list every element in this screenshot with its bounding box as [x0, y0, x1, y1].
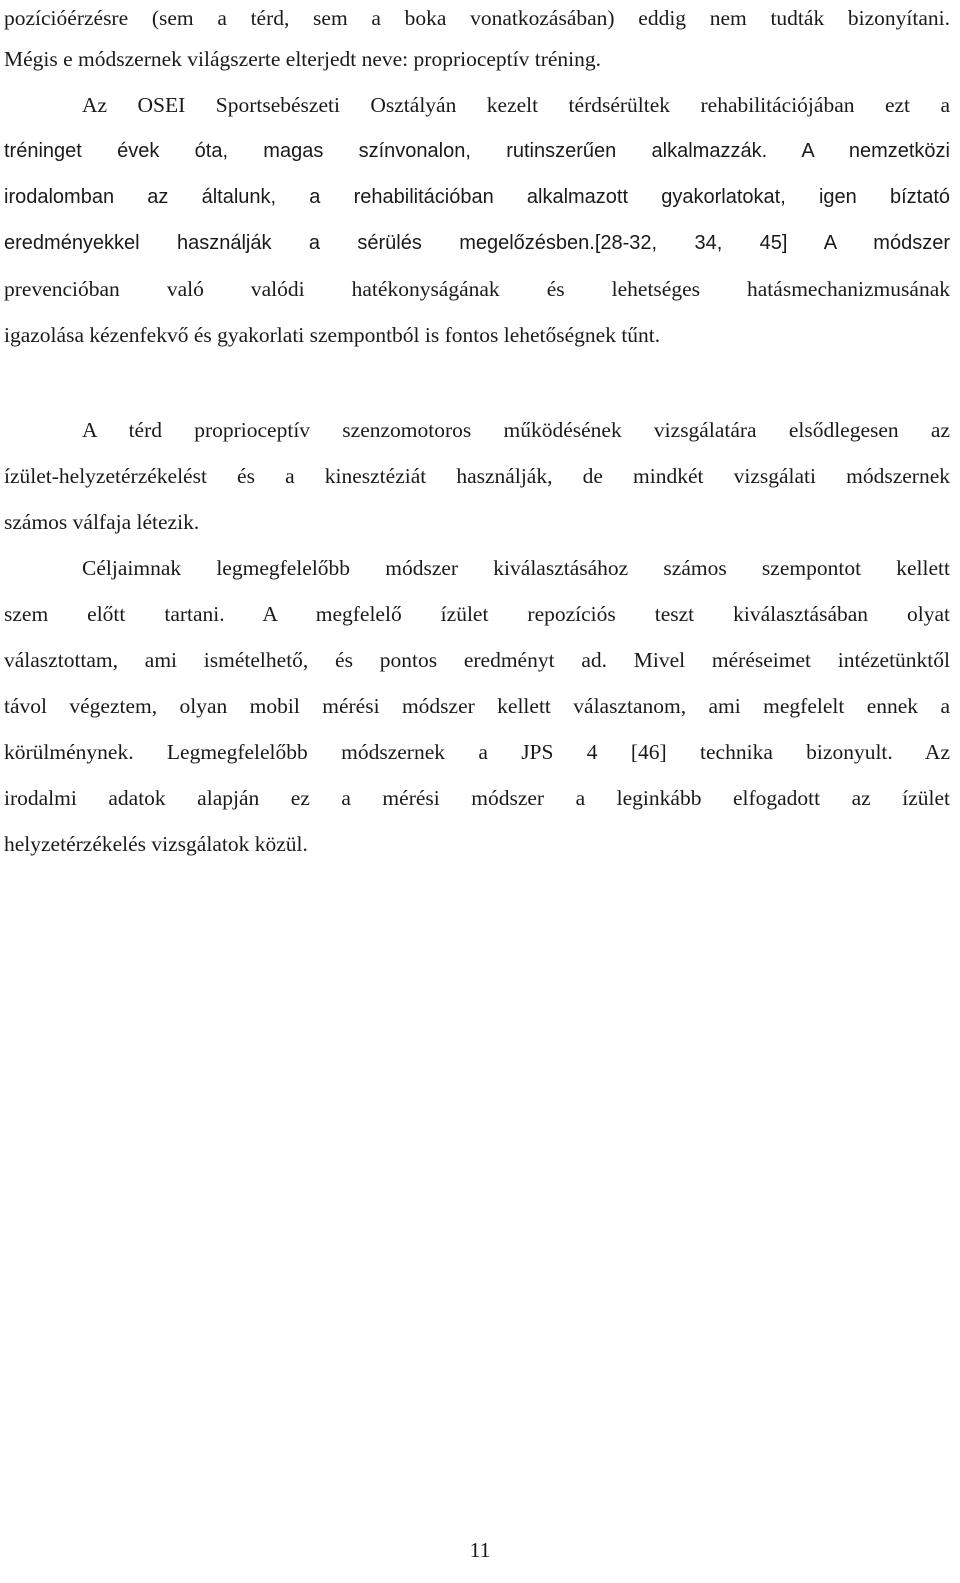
text-line: Az OSEI Sportsebészeti Osztályán kezelt térdsérültek rehabilitációjában ezt a [82, 93, 950, 117]
text-line: helyzetérzékelés vizsgálatok közül. [4, 832, 308, 856]
text-line: prevencióban való valódi hatékonyságának és lehetséges hatásmechanizmusának [4, 277, 950, 301]
text-line: A térd proprioceptív szenzomotoros működésének vizsgálatára elsődlegesen az [82, 418, 950, 442]
text-line: tréninget évek óta, magas színvonalon, rutinszerűen alkalmazzák. A nemzetközi [4, 140, 950, 162]
text-line: szem előtt tartani. A megfelelő ízület repozíciós teszt kiválasztásában olyat [4, 602, 950, 626]
text-line: igazolása kézenfekvő és gyakorlati szempontból is fontos lehetőségnek tűnt. [4, 323, 661, 347]
text-line: eredményekkel használják a sérülés megelőzésben.[28-32, 34, 45] A módszer [4, 232, 950, 254]
text-line: Mégis e módszernek világszerte elterjedt neve: proprioceptív tréning. [4, 47, 602, 71]
text-line: irodalmi adatok alapján ez a mérési módszer a leginkább elfogadott az ízület [4, 786, 950, 810]
text-line: körülménynek. Legmegfelelőbb módszernek a JPS 4 [46] technika bizonyult. Az [4, 740, 950, 764]
page-number: 11 [469, 1538, 491, 1562]
text-line: irodalomban az általunk, a rehabilitációban alkalmazott gyakorlatokat, igen bíztató [4, 186, 950, 208]
text-line: távol végeztem, olyan mobil mérési módszer kellett választanom, ami megfelelt ennek a [4, 694, 950, 718]
text-line: számos válfaja létezik. [4, 510, 200, 534]
text-line: Céljaimnak legmegfelelőbb módszer kiválasztásához számos szempontot kellett [82, 556, 950, 580]
text-line: ízület-helyzetérzékelést és a kinesztéziát használják, de mindkét vizsgálati módszernek [4, 464, 950, 488]
text-line: választottam, ami ismételhető, és pontos eredményt ad. Mivel méréseimet intézetünktől [4, 648, 950, 672]
text-line: pozícióérzésre (sem a térd, sem a boka vonatkozásában) eddig nem tudták bizonyítani. [4, 6, 950, 30]
